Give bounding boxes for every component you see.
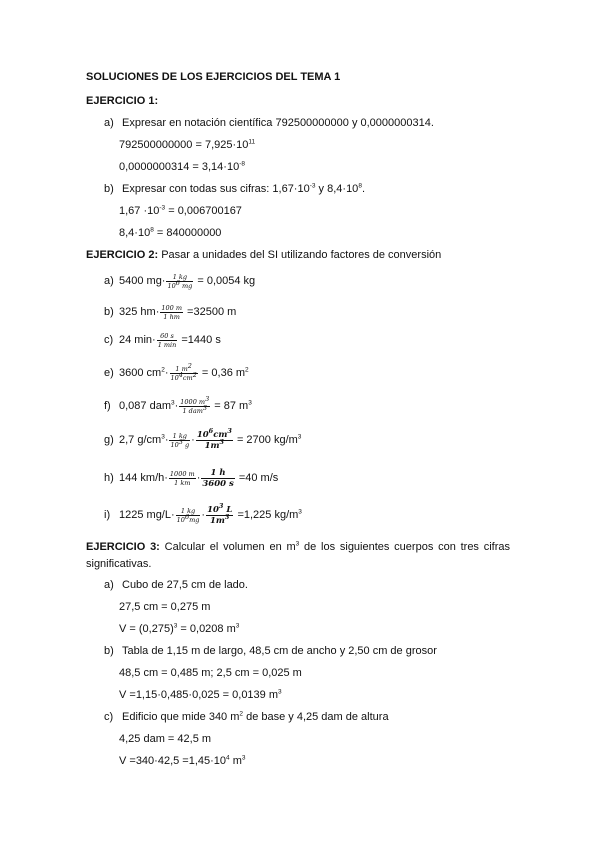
- conversion-result: = 87 m: [211, 400, 249, 412]
- conversion-value: 3600 cm: [119, 367, 162, 379]
- ex2-item-label: i): [104, 509, 111, 521]
- conversion-factor: [176, 507, 201, 524]
- factor-denominator: 104cm2: [170, 370, 197, 382]
- conversion-result: = 0,36 m: [198, 367, 246, 379]
- conversion-factor: [206, 501, 233, 526]
- multiply-dot: ·: [174, 400, 179, 412]
- ex1-a-result-2: $0,0000000314 = 3,14\cdot 10^{-8}$: [119, 160, 245, 173]
- conversion-result: = 0,0054 kg: [194, 275, 256, 287]
- ex2-item-label: f): [104, 400, 111, 412]
- conversion-result: = 2700 kg/m: [233, 434, 298, 446]
- factor-denominator: 106mg: [176, 512, 200, 524]
- factor-numerator: $10^3$ L: [207, 501, 233, 515]
- multiply-dot: ·: [164, 434, 169, 446]
- factor-numerator: 1 m2: [170, 365, 198, 374]
- exponent: 3: [297, 433, 302, 441]
- conversion-factor: [160, 304, 183, 321]
- ex3-b-result-1: 48,5 cm = 0,485 m; 2,5 cm = 0,025 m: [119, 667, 302, 679]
- ex3-c-text: Edificio que mide 340 $m^2$ de base y 4,25 dam de altura: [122, 710, 389, 723]
- ex2-item-label: b): [104, 306, 114, 318]
- ex1-a-label: a): [104, 117, 114, 129]
- conversion-result: =1440 s: [178, 334, 221, 346]
- conversion-factor: [201, 468, 234, 489]
- factor-numerator: 1000 m: [169, 469, 195, 478]
- factor-denominator: 1 min: [157, 340, 177, 349]
- factor-denominator: 103 g: [170, 437, 190, 449]
- exponent: 3: [298, 508, 302, 516]
- conversion-value: 144 km/h·: [119, 472, 168, 484]
- exponent: 3: [170, 399, 175, 407]
- ex2-item-label: e): [104, 367, 114, 379]
- factor-numerator: 1 kg: [166, 273, 193, 282]
- ex2-conversion-row: 1225 mg/L· $\frac{1 kg}{106mg}$ · $\frac{10^3 L}{1m^3}$ =1,225 $kg/m^3$: [119, 501, 302, 526]
- ex2-conversion-row: [119, 361, 249, 385]
- conversion-value: 5400 mg·: [119, 275, 166, 287]
- multiply-dot: ·: [164, 367, 169, 379]
- ex2-conversion-row: [119, 394, 252, 418]
- document-title: SOLUCIONES DE LOS EJERCICIOS DEL TEMA 1: [86, 71, 341, 83]
- ex2-conversion-row: 2,7 $g/cm^3\cdot$ $\frac{1 kg}{103 g}$ · $\frac{10^6cm^3}{1m^3}$ = 2700 $kg/m^3$: [119, 426, 302, 451]
- conversion-value: 325 hm·: [119, 306, 160, 318]
- factor-numerator: 100 m: [161, 303, 182, 312]
- ex2-conversion-row: [119, 300, 236, 324]
- exponent: 3: [248, 399, 252, 407]
- conversion-factor: [157, 332, 178, 349]
- factor-denominator: 1 hm: [163, 312, 180, 321]
- ex2-conversion-row: [119, 269, 255, 293]
- ex2-item-label: g): [104, 434, 114, 446]
- ex3-a-text: Cubo de 27,5 cm de lado.: [122, 579, 248, 591]
- ex3-b-result-2: V =1,15·0,485·0,025 = 0,0139 $m^3$: [119, 688, 282, 701]
- conversion-factor: [169, 432, 190, 449]
- factor-denominator: 1 km: [174, 478, 191, 487]
- factor-numerator: 1 h: [201, 468, 234, 479]
- factor-denominator: 106 mg: [167, 278, 193, 290]
- ex3-b-label: b): [104, 645, 114, 657]
- factor-numerator: 1000 m3: [180, 394, 210, 406]
- ex1-b-result-1: $1,67 \cdot 10^{-3} = 0,006700167$: [119, 204, 242, 217]
- conversion-result: =32500 m: [184, 306, 237, 318]
- exercise-1-heading: EJERCICIO 1:: [86, 95, 159, 107]
- factor-numerator: 1 kg: [169, 432, 190, 441]
- ex3-c-result-2: $V =340\cdot 42,5 =1,45\cdot 10^4$ $m^3$: [119, 754, 246, 767]
- ex1-a-text: Expresar en notación científica 792500000000 y 0,0000000314.: [122, 117, 434, 129]
- conversion-value: 0,087 dam: [119, 400, 171, 412]
- ex3-a-result-2: $V = (0,275)^3 = 0,0208$ $m^3$: [119, 622, 240, 635]
- conversion-factor: [169, 470, 196, 487]
- ex1-b-result-2: $8,4\cdot 10^8 = 840000000$: [119, 226, 222, 239]
- ex3-c-result-1: 4,25 dam = 42,5 m: [119, 733, 212, 745]
- conversion-factor: [179, 394, 210, 415]
- conversion-factor: [196, 426, 233, 451]
- factor-numerator: $10^6cm^3$: [196, 426, 232, 440]
- ex2-conversion-row: 144 km/h· $\frac{1000 m}{1 km}$ · $\frac{1 h}{3600 s}$ =40 m/s: [119, 467, 279, 489]
- ex2-item-label: h): [104, 472, 114, 484]
- exercise-3-heading: EJERCICIO 3: Calcular el volumen en $m^3$ de los siguientes cuerpos con tres cifras significativas.: [86, 540, 510, 570]
- ex1-b-label: b): [104, 183, 114, 195]
- ex2-conversion-row: [119, 328, 221, 352]
- ex1-b-text: Expresar con todas sus cifras: $1,67\cdot 10^{-3}$ y $8,4\cdot 10^8$.: [122, 182, 365, 195]
- exponent: 2: [161, 366, 165, 374]
- conversion-result: =40 m/s: [235, 472, 279, 484]
- ex1-a-result-1: $792500000000 = 7,925\cdot 10^{11}$: [119, 138, 256, 151]
- ex3-b-text: Tabla de 1,15 m de largo, 48,5 cm de ancho y 2,50 cm de grosor: [122, 645, 437, 657]
- factor-denominator: 1 dam3: [182, 403, 208, 415]
- ex2-item-label: a): [104, 275, 114, 287]
- conversion-value: 2,7 g/cm: [119, 434, 162, 446]
- conversion-value: 1225 mg/L·: [119, 509, 175, 521]
- ex3-a-label: a): [104, 579, 114, 591]
- ex3-c-label: c): [104, 711, 114, 723]
- factor-denominator: $1m^3$: [210, 512, 230, 526]
- conversion-factor: [166, 273, 193, 290]
- ex3-a-result-1: 27,5 cm = 0,275 m: [119, 601, 211, 613]
- exponent: 2: [245, 366, 249, 374]
- factor-denominator: 3600 s: [202, 478, 234, 489]
- factor-numerator: 60 s: [157, 332, 178, 341]
- conversion-factor: [170, 361, 198, 382]
- conversion-result: =1,225 kg/m: [234, 509, 299, 521]
- factor-numerator: 1 kg: [176, 507, 201, 516]
- conversion-value: 24 min·: [119, 334, 156, 346]
- exponent: 3: [161, 433, 165, 441]
- ex2-item-label: c): [104, 334, 114, 346]
- exercise-2-heading: EJERCICIO 2: Pasar a unidades del SI utilizando factores de conversión: [86, 249, 442, 261]
- factor-denominator: $1m^3$: [204, 437, 225, 451]
